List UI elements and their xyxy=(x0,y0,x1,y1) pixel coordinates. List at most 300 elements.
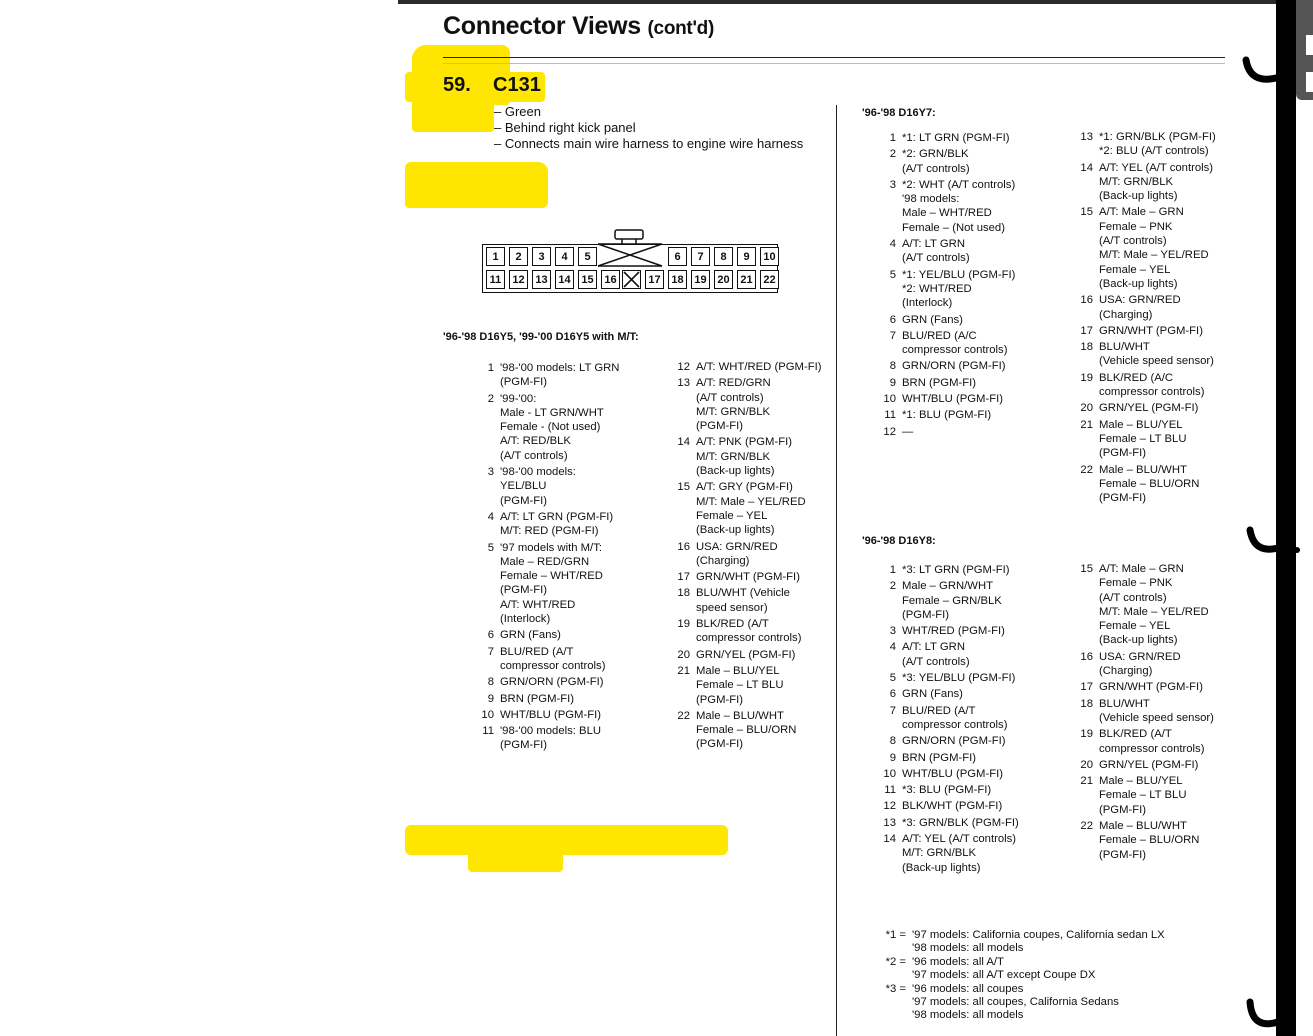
footnote xyxy=(866,983,1165,1023)
pin-wire-line: A/T: Male – GRN xyxy=(1099,563,1184,575)
pin-wire-text xyxy=(1099,680,1203,694)
pin-wire-text xyxy=(902,425,913,439)
pin-entry xyxy=(474,645,619,674)
pin-number: 8 xyxy=(889,735,896,748)
pin-number: 21 xyxy=(1080,418,1093,431)
pin-wire-text xyxy=(902,832,1016,875)
connector-pin: 8 xyxy=(714,247,733,266)
pin-wire-line: GRN/ORN (PGM-FI) xyxy=(902,360,1006,373)
pin-number: 9 xyxy=(487,692,494,705)
pin-entry xyxy=(876,359,1015,373)
pin-number: 17 xyxy=(1080,324,1093,337)
pin-wire-line: Female - (Not used) xyxy=(500,421,601,434)
pin-number: 2 xyxy=(889,580,896,593)
pin-wire-line: A/T: Male – GRN xyxy=(1099,206,1184,219)
pin-wire-line: M/T: Male – YEL/RED xyxy=(696,495,806,508)
pin-entry xyxy=(876,376,1015,390)
pin-entry xyxy=(876,734,1019,748)
connector-pin: 10 xyxy=(760,247,779,266)
pin-entry xyxy=(876,640,1019,669)
pin-wire-line: (Back-up lights) xyxy=(696,465,775,478)
pin-entry xyxy=(876,268,1015,311)
pin-wire-text xyxy=(1099,324,1203,338)
d16y7-heading: '96-'98 D16Y7: xyxy=(862,107,936,119)
pin-entry xyxy=(1073,340,1216,369)
description-line: – Green xyxy=(494,104,541,119)
footnote-line: '98 models: all models xyxy=(912,942,1024,955)
pin-entry xyxy=(876,392,1015,406)
pin-number: 13 xyxy=(1080,131,1093,143)
pin-number: 10 xyxy=(481,708,494,721)
footnote-key: *1 = xyxy=(885,929,906,941)
pin-entry xyxy=(670,360,822,374)
divider xyxy=(443,63,1225,64)
pin-wire-line: *1: LT GRN (PGM-FI) xyxy=(902,132,1010,144)
pin-number: 14 xyxy=(883,833,896,846)
pin-entry xyxy=(1073,650,1214,679)
pin-entry xyxy=(474,675,619,689)
pin-wire-line: A/T: WHT/RED (PGM-FI) xyxy=(696,361,822,373)
pin-wire-text xyxy=(1099,758,1198,772)
pin-entry xyxy=(670,570,822,584)
connector-pin: 21 xyxy=(737,270,756,289)
pin-wire-line: Male – BLU/YEL xyxy=(1099,775,1183,788)
pin-wire-line: '99-'00: xyxy=(500,392,537,405)
pin-wire-line: (Charging) xyxy=(1099,665,1153,678)
connector-pin: 12 xyxy=(509,270,528,289)
pin-wire-line: A/T: LT GRN (PGM-FI) xyxy=(500,510,614,523)
pin-wire-text xyxy=(902,147,970,176)
pin-entry xyxy=(876,329,1015,358)
pin-number: 3 xyxy=(487,466,494,479)
pin-entry xyxy=(1073,463,1216,506)
pin-entry xyxy=(670,480,822,537)
pin-number: 18 xyxy=(677,587,690,600)
pin-wire-line: WHT/BLU (PGM-FI) xyxy=(902,393,1004,406)
pin-wire-text xyxy=(1099,340,1214,369)
d16y5-left-list xyxy=(474,361,619,755)
pin-wire-line: compressor controls) xyxy=(902,344,1008,357)
pin-entry xyxy=(876,687,1019,701)
pin-wire-line: *2: WHT (A/T controls) xyxy=(902,178,1016,191)
pin-wire-text xyxy=(500,465,576,508)
pin-wire-line: — xyxy=(902,425,914,438)
pin-wire-text xyxy=(500,361,619,390)
footnote-line: '97 models: all coupes, California Sedans xyxy=(912,996,1119,1009)
pin-wire-text xyxy=(1099,371,1204,400)
connector-pin-blocked xyxy=(622,270,641,289)
pin-wire-line: A/T: YEL (A/T controls) xyxy=(902,833,1017,846)
pin-wire-line: (PGM-FI) xyxy=(500,494,548,507)
page-title xyxy=(443,12,714,41)
d16y8-heading: '96-'98 D16Y8: xyxy=(862,535,936,547)
connector-pin: 13 xyxy=(532,270,551,289)
pin-wire-line: Female – LT BLU xyxy=(696,679,784,692)
connector-pin: 15 xyxy=(578,270,597,289)
pin-wire-line: USA: GRN/RED xyxy=(696,540,778,553)
d16y8-right-list xyxy=(1073,562,1214,864)
pin-wire-line: (Charging) xyxy=(696,554,750,567)
pin-number: 16 xyxy=(1080,650,1093,663)
pin-wire-text xyxy=(902,268,1015,311)
pin-entry xyxy=(474,724,619,753)
pin-number: 12 xyxy=(677,361,690,373)
pin-wire-text xyxy=(1099,161,1213,204)
pin-number: 17 xyxy=(677,571,690,584)
pin-wire-line: Male – BLU/YEL xyxy=(696,664,780,677)
pin-number: 22 xyxy=(1080,820,1093,833)
pin-entry xyxy=(670,586,822,615)
pin-wire-text xyxy=(1099,562,1209,648)
page-edge xyxy=(1276,0,1296,1036)
pin-wire-line: BLU/RED (A/T xyxy=(902,704,976,717)
pin-wire-line: BRN (PGM-FI) xyxy=(902,751,977,764)
pin-wire-line: M/T: Male – YEL/RED xyxy=(1099,249,1209,262)
pin-wire-line: BRN (PGM-FI) xyxy=(902,376,977,389)
pin-wire-line: A/T: RED/BLK xyxy=(500,435,571,448)
pin-number: 11 xyxy=(884,784,896,797)
highlight-mark xyxy=(468,840,563,872)
pin-entry xyxy=(876,147,1015,176)
pin-wire-text xyxy=(696,617,801,646)
pin-wire-text xyxy=(902,734,1006,748)
page-edge xyxy=(1306,35,1313,55)
divider xyxy=(443,57,1225,58)
pin-entry xyxy=(474,392,619,463)
pin-wire-text xyxy=(696,709,796,752)
pin-wire-line: (Back-up lights) xyxy=(1099,634,1178,647)
pin-wire-line: '97 models with M/T: xyxy=(500,541,602,554)
pin-wire-line: compressor controls) xyxy=(1099,386,1205,399)
pin-wire-line: BLU/WHT xyxy=(1099,341,1150,354)
pin-number: 7 xyxy=(889,704,896,717)
pin-wire-text xyxy=(500,628,561,642)
pin-entry xyxy=(670,664,822,707)
pin-number: 10 xyxy=(883,767,896,780)
pin-wire-line: (PGM-FI) xyxy=(696,420,744,433)
pin-wire-text xyxy=(1099,774,1187,817)
footnote xyxy=(866,929,1165,956)
pin-entry xyxy=(876,783,1019,797)
binder-clip-icon xyxy=(1244,520,1304,560)
pin-entry xyxy=(876,408,1015,422)
pin-number: 15 xyxy=(677,481,690,494)
pin-wire-line: GRN/WHT (PGM-FI) xyxy=(1099,681,1203,694)
pin-number: 5 xyxy=(889,672,896,685)
pin-wire-text xyxy=(902,563,1010,577)
pin-wire-text xyxy=(902,392,1003,406)
pin-entry xyxy=(1073,418,1216,461)
pin-entry xyxy=(876,425,1015,439)
pin-entry xyxy=(1073,293,1216,322)
pin-wire-line: Male – BLU/YEL xyxy=(1099,418,1183,431)
pin-wire-line: WHT/BLU (PGM-FI) xyxy=(500,708,602,721)
d16y8-left-list xyxy=(876,563,1019,877)
pin-wire-line: Female – YEL xyxy=(696,509,768,522)
pin-wire-text xyxy=(1099,463,1199,506)
connector-pin: 4 xyxy=(555,247,574,266)
connector-pin: 2 xyxy=(509,247,528,266)
footnote-key: *3 = xyxy=(885,982,906,995)
pin-entry xyxy=(670,709,822,752)
pin-wire-line: GRN/YEL (PGM-FI) xyxy=(1099,402,1199,415)
pin-entry xyxy=(1073,324,1216,338)
pin-wire-line: (Interlock) xyxy=(902,297,953,310)
d16y7-left-list xyxy=(876,131,1015,441)
pin-wire-line: A/T: LT GRN xyxy=(902,641,965,654)
pin-wire-line: A/T: RED/GRN xyxy=(696,377,771,390)
pin-wire-line: Male – BLU/WHT xyxy=(1099,463,1187,476)
connector-code: C131 xyxy=(493,74,541,96)
pin-entry xyxy=(1073,371,1216,400)
pin-wire-line: A/T: GRY (PGM-FI) xyxy=(696,481,793,494)
pin-wire-text xyxy=(902,767,1003,781)
pin-entry xyxy=(670,617,822,646)
pin-entry xyxy=(876,131,1015,145)
pin-wire-line: (A/T controls) xyxy=(902,252,970,265)
pin-wire-line: Male – GRN/WHT xyxy=(902,580,994,593)
pin-number: 6 xyxy=(487,629,494,642)
top-border xyxy=(398,0,1278,4)
pin-wire-line: (PGM-FI) xyxy=(1099,492,1147,505)
pin-wire-line: '98-'00 models: xyxy=(500,466,576,479)
pin-wire-line: Male – BLU/WHT xyxy=(1099,820,1187,833)
pin-wire-text xyxy=(500,645,605,674)
binder-clip-icon xyxy=(1240,50,1280,90)
pin-number: 2 xyxy=(487,392,494,405)
column-divider xyxy=(836,105,837,1036)
pin-wire-line: Female – YEL xyxy=(1099,620,1171,633)
pin-wire-text xyxy=(500,510,613,539)
pin-wire-line: A/T: YEL (A/T controls) xyxy=(1099,161,1214,174)
pin-number: 20 xyxy=(1080,402,1093,415)
pin-wire-line: compressor controls) xyxy=(696,632,802,645)
pin-wire-line: GRN/ORN (PGM-FI) xyxy=(902,735,1006,748)
pin-wire-text xyxy=(1099,819,1199,862)
pin-wire-line: (A/T controls) xyxy=(1099,235,1167,248)
d16y7-right-list xyxy=(1073,130,1216,507)
pin-wire-line: BLU/WHT (Vehicle xyxy=(696,587,790,600)
pin-wire-line: USA: GRN/RED xyxy=(1099,294,1181,307)
pin-entry xyxy=(876,563,1019,577)
pin-wire-line: M/T: GRN/BLK xyxy=(902,847,977,860)
pin-number: 18 xyxy=(1080,697,1093,710)
connector-pin: 7 xyxy=(691,247,710,266)
pin-number: 9 xyxy=(889,376,896,389)
pin-wire-line: M/T: GRN/BLK xyxy=(1099,175,1174,188)
footnote-line: '96 models: all coupes xyxy=(912,982,1024,995)
pin-wire-text xyxy=(696,570,800,584)
pin-wire-line: *2: GRN/BLK xyxy=(902,148,969,161)
pin-wire-text xyxy=(1099,418,1187,461)
pin-entry xyxy=(474,510,619,539)
binder-clip-icon xyxy=(1244,992,1284,1036)
pin-wire-text xyxy=(1099,293,1181,322)
pin-wire-text xyxy=(696,376,771,433)
pin-wire-line: GRN (Fans) xyxy=(902,313,963,326)
pin-number: 11 xyxy=(884,409,896,422)
pin-wire-line: Female – BLU/ORN xyxy=(696,724,797,737)
pin-wire-line: M/T: Male – YEL/RED xyxy=(1099,605,1209,618)
pin-wire-text xyxy=(902,313,963,327)
pin-entry xyxy=(670,540,822,569)
pin-wire-line: (Back-up lights) xyxy=(696,524,775,537)
footnote-line: '98 models: all models xyxy=(912,1009,1024,1022)
pin-wire-text xyxy=(696,540,778,569)
pin-wire-line: (A/T controls) xyxy=(902,655,970,668)
page-edge xyxy=(1306,72,1313,92)
footnotes xyxy=(866,929,1165,1023)
pin-entry xyxy=(474,541,619,627)
pin-wire-text xyxy=(902,178,1015,235)
pin-wire-text xyxy=(902,579,1002,622)
pin-entry xyxy=(1073,130,1216,159)
pin-entry xyxy=(876,799,1019,813)
pin-wire-line: GRN (Fans) xyxy=(500,629,561,642)
pin-wire-line: BLU/RED (A/T xyxy=(500,645,574,658)
pin-wire-line: Male – WHT/RED xyxy=(902,207,992,220)
pin-number: 8 xyxy=(889,360,896,373)
pin-wire-text xyxy=(696,360,822,374)
pin-number: 14 xyxy=(677,436,690,449)
pin-wire-line: GRN (Fans) xyxy=(902,688,963,701)
pin-wire-line: (PGM-FI) xyxy=(1099,848,1147,861)
pin-number: 3 xyxy=(889,625,896,638)
pin-wire-text xyxy=(1099,650,1181,679)
pin-wire-text xyxy=(696,435,792,478)
pin-wire-line: M/T: RED (PGM-FI) xyxy=(500,525,599,538)
pin-wire-line: (PGM-FI) xyxy=(1099,447,1147,460)
pin-wire-line: *2: WHT/RED xyxy=(902,282,972,295)
pin-wire-text xyxy=(1099,401,1198,415)
pin-wire-line: compressor controls) xyxy=(1099,742,1205,755)
pin-wire-line: BLU/RED (A/C xyxy=(902,329,977,342)
connector-pin: 14 xyxy=(555,270,574,289)
pin-entry xyxy=(876,579,1019,622)
connector-pin: 22 xyxy=(760,270,779,289)
footnote-text xyxy=(912,929,1165,956)
pin-wire-line: YEL/BLU xyxy=(500,480,547,493)
pin-entry xyxy=(1073,401,1216,415)
connector-pin: 5 xyxy=(578,247,597,266)
pin-wire-line: (PGM-FI) xyxy=(696,738,744,751)
pin-wire-line: Male – RED/GRN xyxy=(500,555,590,568)
pin-number: 12 xyxy=(883,425,896,438)
footnote-line: '97 models: all A/T except Coupe DX xyxy=(912,969,1096,982)
pin-number: 4 xyxy=(889,238,896,251)
pin-wire-text xyxy=(902,816,1019,830)
pin-wire-line: GRN/WHT (PGM-FI) xyxy=(696,571,800,584)
d16y5-heading: '96-'98 D16Y5, '99-'00 D16Y5 with M/T: xyxy=(443,331,639,343)
connector-pin: 16 xyxy=(601,270,620,289)
pin-number: 21 xyxy=(677,664,690,677)
pin-entry xyxy=(474,708,619,722)
connector-pin: 1 xyxy=(486,247,505,266)
pin-wire-line: BLK/WHT (PGM-FI) xyxy=(902,800,1003,813)
pin-wire-line: (A/T controls) xyxy=(902,162,970,175)
pin-wire-line: (A/T controls) xyxy=(500,449,568,462)
pin-number: 8 xyxy=(487,676,494,689)
pin-number: 10 xyxy=(883,393,896,406)
pin-wire-line: BRN (PGM-FI) xyxy=(500,692,575,705)
pin-wire-line: Female – BLU/ORN xyxy=(1099,477,1200,490)
pin-wire-line: (PGM-FI) xyxy=(500,739,548,752)
pin-wire-line: '98 models: xyxy=(902,193,960,206)
pin-wire-text xyxy=(902,376,976,390)
pin-number: 16 xyxy=(1080,294,1093,307)
pin-wire-line: Female – LT BLU xyxy=(1099,432,1187,445)
pin-wire-line: (Charging) xyxy=(1099,308,1153,321)
pin-wire-line: *1: YEL/BLU (PGM-FI) xyxy=(902,268,1016,281)
pin-number: 14 xyxy=(1080,161,1093,174)
pin-wire-line: M/T: GRN/BLK xyxy=(696,450,771,463)
pin-wire-line: *1: GRN/BLK (PGM-FI) xyxy=(1099,131,1216,143)
pin-entry xyxy=(474,465,619,508)
pin-number: 17 xyxy=(1080,681,1093,694)
pin-number: 19 xyxy=(1080,371,1093,384)
pin-wire-text xyxy=(500,708,601,722)
pin-wire-line: speed sensor) xyxy=(696,601,768,614)
pin-wire-line: (Back-up lights) xyxy=(1099,277,1178,290)
pin-entry xyxy=(1073,758,1214,772)
pin-number: 6 xyxy=(889,313,896,326)
description-line: – Connects main wire harness to engine wire harness xyxy=(494,136,804,151)
pin-wire-line: BLK/RED (A/C xyxy=(1099,371,1174,384)
pin-number: 7 xyxy=(889,329,896,342)
connector-pin: 17 xyxy=(645,270,664,289)
pin-wire-line: (Back-up lights) xyxy=(1099,190,1178,203)
d16y5-right-list xyxy=(670,360,822,754)
pin-wire-line: (PGM-FI) xyxy=(902,608,950,621)
pin-wire-line: Male – BLU/WHT xyxy=(696,709,784,722)
pin-number: 20 xyxy=(677,648,690,661)
pin-wire-line: A/T: PNK (PGM-FI) xyxy=(696,436,793,449)
pin-wire-text xyxy=(902,640,970,669)
pin-wire-line: (PGM-FI) xyxy=(500,584,548,597)
pin-entry xyxy=(1073,727,1214,756)
pin-entry xyxy=(1073,161,1216,204)
pin-number: 3 xyxy=(889,178,896,191)
pin-wire-line: (PGM-FI) xyxy=(1099,803,1147,816)
pin-number: 22 xyxy=(1080,463,1093,476)
pin-wire-line: *3: GRN/BLK (PGM-FI) xyxy=(902,816,1019,829)
pin-entry xyxy=(670,376,822,433)
pin-entry xyxy=(876,237,1015,266)
pin-wire-line: M/T: GRN/BLK xyxy=(696,405,771,418)
pin-number: 13 xyxy=(883,816,896,829)
footnote-line: '97 models: California coupes, California sedan LX xyxy=(912,929,1165,941)
pin-entry xyxy=(474,628,619,642)
connector-pin: 6 xyxy=(668,247,687,266)
pin-wire-line: (A/T controls) xyxy=(1099,591,1167,604)
pin-wire-line: compressor controls) xyxy=(500,659,606,672)
pin-wire-line: Female – GRN/BLK xyxy=(902,594,1002,607)
pin-wire-text xyxy=(696,648,795,662)
pin-wire-text xyxy=(500,675,604,689)
pin-wire-line: '98-'00 models: BLU xyxy=(500,725,602,738)
pin-entry xyxy=(876,751,1019,765)
pin-entry xyxy=(876,767,1019,781)
pin-entry xyxy=(876,704,1019,733)
pin-number: 2 xyxy=(889,148,896,161)
pin-wire-text xyxy=(1099,130,1216,159)
pin-number: 16 xyxy=(677,540,690,553)
pin-wire-line: BLU/WHT xyxy=(1099,697,1150,710)
pin-number: 15 xyxy=(1080,206,1093,219)
pin-wire-line: (Vehicle speed sensor) xyxy=(1099,355,1214,368)
pin-number: 1 xyxy=(889,564,896,576)
pin-wire-line: BLK/RED (A/T xyxy=(696,618,769,631)
